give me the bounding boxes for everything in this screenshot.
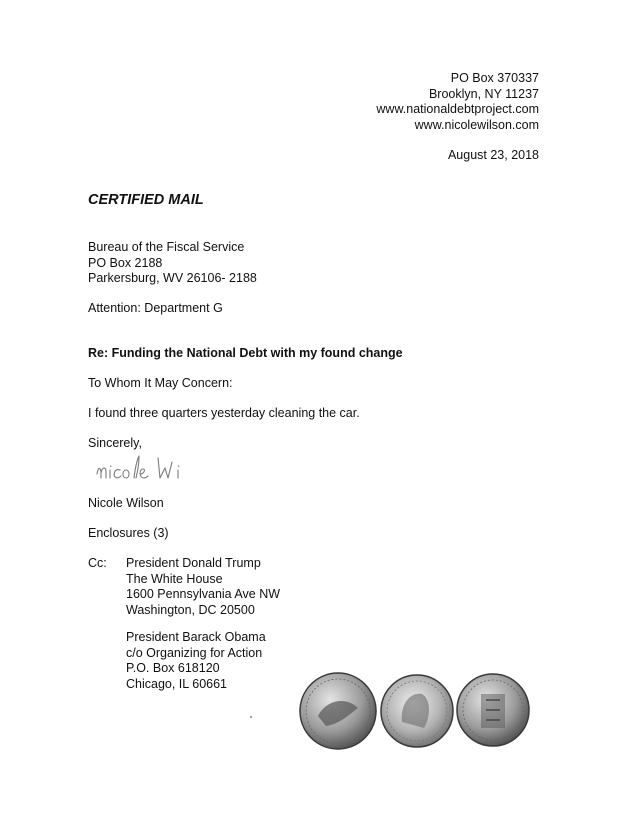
- scan-speck: [250, 716, 252, 718]
- sender-city: Brooklyn, NY 11237: [428, 86, 539, 101]
- quarter-coins: [296, 670, 536, 752]
- cc1-line-3: 1600 Pennsylvania Ave NW: [126, 587, 281, 601]
- cc-label: Cc:: [88, 556, 107, 570]
- cc1-line-2: The White House: [126, 571, 223, 586]
- salutation: To Whom It May Concern:: [88, 376, 233, 390]
- certified-mail-heading: CERTIFIED MAIL: [88, 192, 204, 208]
- sender-website-1: www.nationaldebtproject.com: [376, 102, 539, 116]
- letter-date: August 23, 2018: [447, 148, 539, 162]
- attention-line: Attention: Department G: [88, 301, 223, 315]
- cc2-name: President Barack Obama: [126, 630, 266, 644]
- enclosures-note: Enclosures (3): [88, 526, 169, 540]
- sender-po-box: PO Box 370337: [450, 71, 539, 85]
- cc1-line-4: Washington, DC 20500: [126, 602, 255, 617]
- cc1-name: President Donald Trump: [126, 556, 261, 570]
- signer-name: Nicole Wilson: [88, 496, 164, 510]
- recipient-address: [88, 240, 257, 287]
- quarter-coin-icon: [300, 673, 376, 749]
- quarter-coin-icon: [457, 674, 529, 746]
- cc-recipient-1: [126, 556, 280, 618]
- cc2-line-2: c/o Organizing for Action: [126, 645, 263, 660]
- closing: Sincerely,: [88, 436, 142, 450]
- quarter-coin-icon: [381, 675, 453, 747]
- sender-website-2: www.nicolewilson.com: [414, 117, 539, 132]
- recipient-city: Parkersburg, WV 26106- 2188: [88, 271, 257, 285]
- recipient-po-box: PO Box 2188: [88, 255, 163, 270]
- subject-line: Re: Funding the National Debt with my found change: [88, 346, 403, 360]
- handwritten-signature: [92, 452, 242, 486]
- sender-address: [376, 71, 539, 133]
- cc-recipient-2: [126, 630, 266, 692]
- letter-body: I found three quarters yesterday cleaning the car.: [88, 406, 360, 420]
- recipient-name: Bureau of the Fiscal Service: [88, 240, 245, 254]
- cc2-line-4: Chicago, IL 60661: [126, 676, 228, 691]
- cc2-line-3: P.O. Box 618120: [126, 661, 220, 675]
